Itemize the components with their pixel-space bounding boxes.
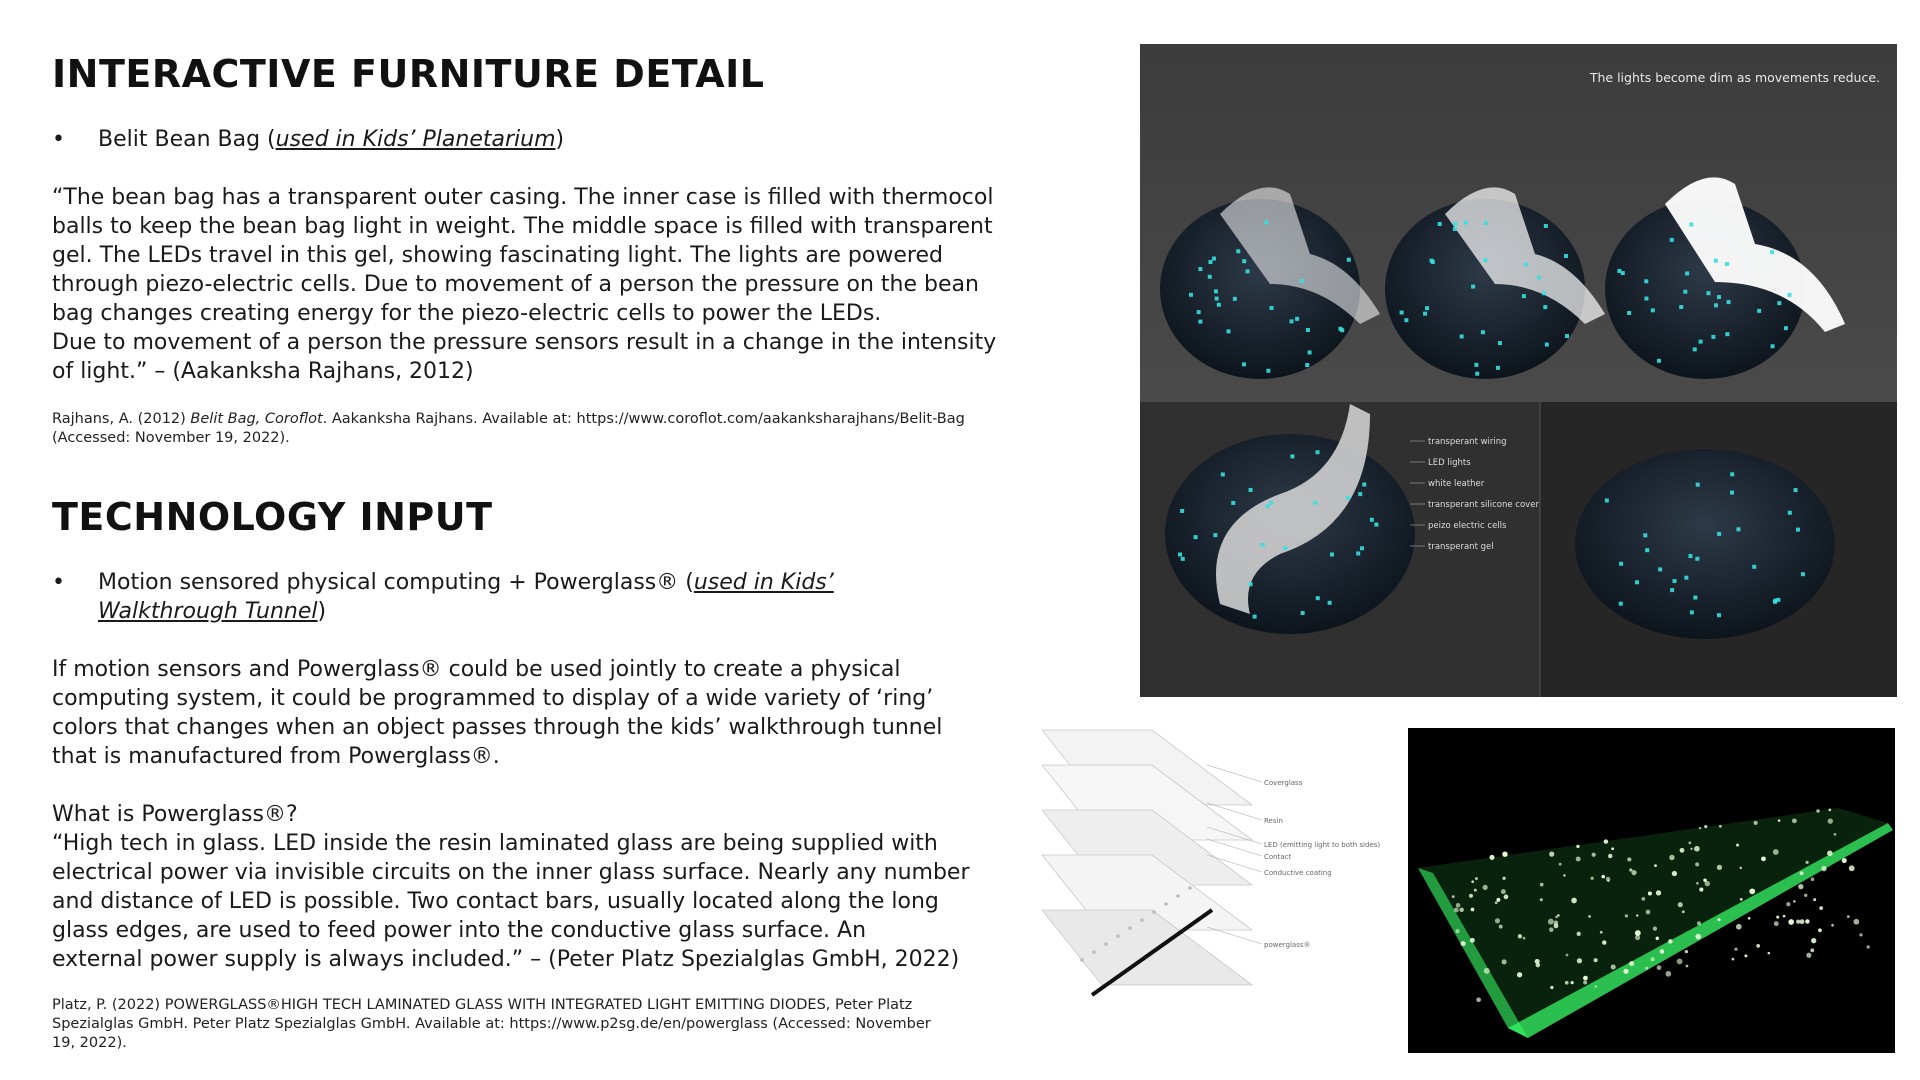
beanbag-label: transperant silicone cover [1428,500,1539,510]
layer-label: Conductive coating [1264,869,1332,877]
quote-powerglass [52,829,1052,974]
ref-rajhans-a: Rajhans, A. (2012) [52,411,191,427]
layer-label: Contact [1264,853,1292,861]
powerglass-layer-diagram [1042,725,1402,1055]
quote-line: electrical power via invisible circuits on the inner glass surface. Nearly any number [52,860,970,885]
quote-line: balls to keep the bean bag light in weight. The middle space is filled with transparent [52,214,993,239]
link-kids-planetarium[interactable]: used in Kids’ Planetarium [275,127,556,152]
paragraph-line: computing system, it could be programmed to display of a wide variety of ‘ring’ [52,686,934,711]
bullet-text: Belit Bean Bag ( [98,127,276,152]
layer-label: Coverglass [1264,779,1303,787]
reference-line: Spezialglas GmbH. Peter Platz Spezialglas GmbH. Available at: https://www.p2sg.de/en/powerglass (Accessed: November [52,1016,931,1032]
quote-belit-bag [52,183,1052,386]
link-kids-walkthrough-1[interactable]: used in Kids’ [693,570,834,595]
paragraph-line: that is manufactured from Powerglass®. [52,744,500,769]
question-text: What is Powerglass®? [52,802,298,827]
bullet-close: ) [317,599,327,624]
beanbag-label: transperant wiring [1428,437,1507,447]
paragraph-line: If motion sensors and Powerglass® could be used jointly to create a physical [52,657,901,682]
quote-line: through piezo-electric cells. Due to movement of a person the pressure on the bean [52,272,979,297]
quote-line: bag changes creating energy for the piezo-electric cells to power the LEDs. [52,301,882,326]
layer-label: Resin [1264,817,1283,825]
beanbag-caption: The lights become dim as movements reduce. [1589,70,1880,85]
bullet-text: Motion sensored physical computing + Powerglass® ( [98,570,694,595]
quote-line: glass edges, are used to feed power into the conductive glass surface. An [52,918,867,943]
heading-technology-input: TECHNOLOGY INPUT [52,495,493,539]
quote-line: of light.” – (Aakanksha Rajhans, 2012) [52,359,474,384]
quote-line: “High tech in glass. LED inside the resin laminated glass are being supplied with [52,831,938,856]
beanbag-label: transperant gel [1428,542,1494,552]
link-kids-walkthrough-2[interactable]: Walkthrough Tunnel [98,599,318,624]
reference-platz [52,996,1052,1053]
ref-rajhans-title: Belit Bag, Coroflot [190,411,323,427]
question-powerglass [52,800,1052,829]
quote-line: and distance of LED is possible. Two contact bars, usually located along the long [52,889,939,914]
reference-rajhans [52,410,1052,448]
beanbag-label: peizo electric cells [1428,521,1507,531]
heading-interactive-furniture: INTERACTIVE FURNITURE DETAIL [52,52,765,96]
beanbag-composite-image [1140,44,1897,697]
quote-line: “The bean bag has a transparent outer casing. The inner case is filled with thermocol [52,185,994,210]
quote-line: gel. The LEDs travel in this gel, showing fascinating light. The lights are powered [52,243,943,268]
layer-label: powerglass® [1264,941,1311,949]
bullet-close: ) [555,127,565,152]
paragraph-line: colors that changes when an object passes through the kids’ walkthrough tunnel [52,715,943,740]
ref-rajhans-accessed: (Accessed: November 19, 2022). [52,430,290,446]
bullet-dot: • [52,127,65,152]
ref-rajhans-c: . Aakanksha Rajhans. Available at: https://www.coroflot.com/aakanksharajhans/Belit-Bag [322,411,965,427]
beanbag-label: LED lights [1428,458,1471,468]
quote-line: external power supply is always included.” – (Peter Platz Spezialglas GmbH, 2022) [52,947,960,972]
bullet-dot: • [52,570,65,595]
layer-label: LED (emitting light to both sides) [1264,841,1381,849]
paragraph-motion-powerglass [52,655,1052,771]
quote-line: Due to movement of a person the pressure sensors result in a change in the intensity [52,330,997,355]
beanbag-label: white leather [1428,479,1485,489]
reference-line: Platz, P. (2022) POWERGLASS®HIGH TECH LAMINATED GLASS WITH INTEGRATED LIGHT EMITTING DIODES, Peter Platz [52,997,913,1013]
powerglass-photo [1408,728,1895,1053]
reference-line: 19, 2022). [52,1035,127,1051]
